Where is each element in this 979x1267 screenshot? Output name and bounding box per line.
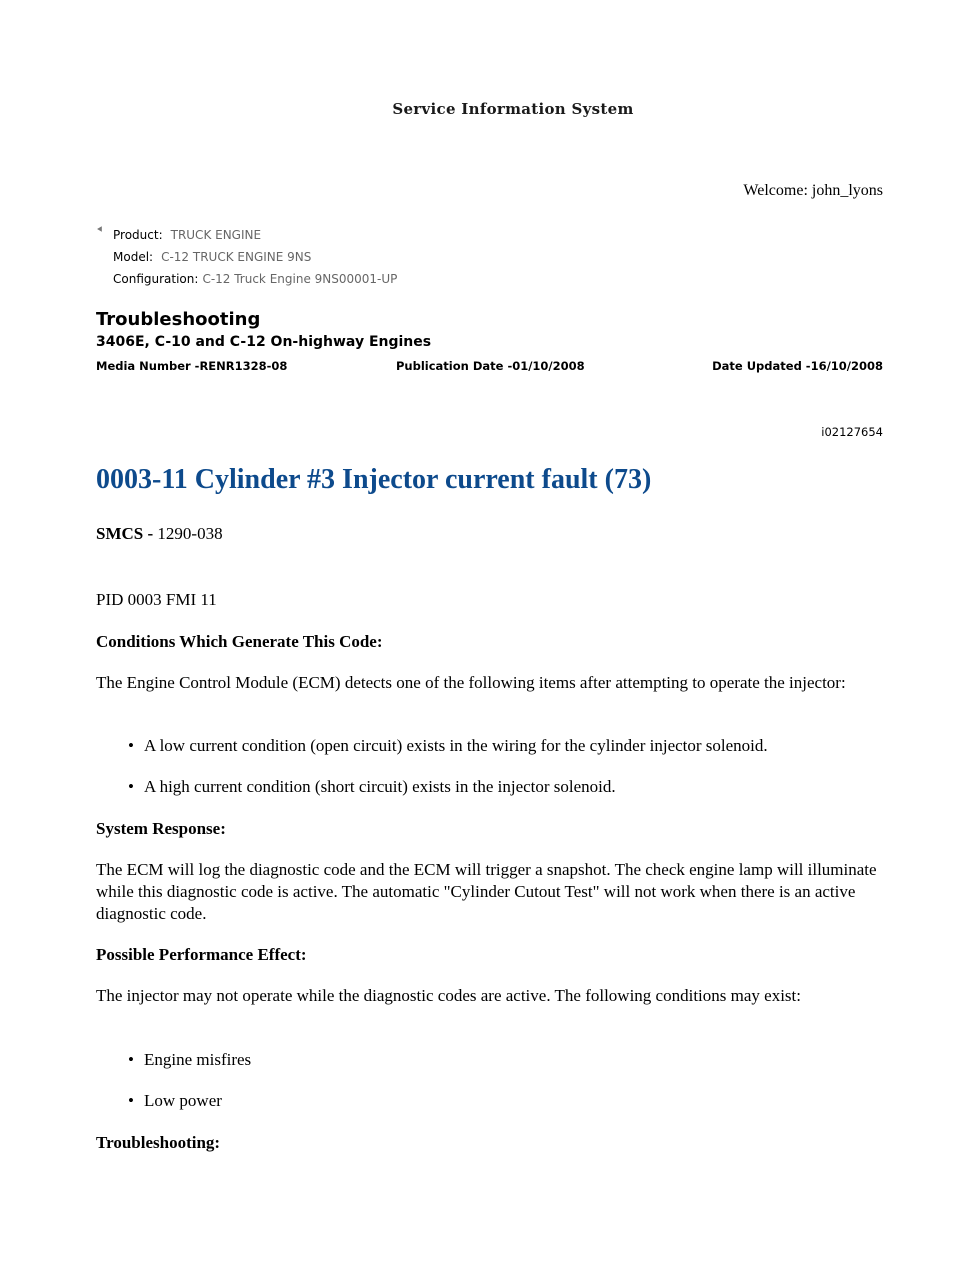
- performance-heading: Possible Performance Effect:: [96, 945, 307, 964]
- bullet-icon: •: [128, 736, 134, 755]
- model-value[interactable]: C-12 TRUCK ENGINE 9NS: [161, 250, 312, 264]
- conditions-text: The Engine Control Module (ECM) detects one of the following items after attempting to operate the injector:: [96, 673, 846, 692]
- system-response-heading: System Response:: [96, 819, 226, 838]
- conditions-heading: Conditions Which Generate This Code:: [96, 632, 383, 651]
- page-title: 0003-11 Cylinder #3 Injector current fault (73): [96, 464, 652, 495]
- list-item-text: A low current condition (open circuit) exists in the wiring for the cylinder injector solenoid.: [144, 736, 768, 755]
- configuration-label: Configuration:: [113, 272, 199, 286]
- date-updated: Date Updated -16/10/2008: [712, 359, 883, 373]
- breadcrumb-configuration[interactable]: [96, 268, 397, 290]
- welcome-text: Welcome: john_lyons: [743, 182, 883, 199]
- smcs-value: 1290-038: [157, 524, 223, 543]
- model-label: Model:: [113, 250, 154, 264]
- breadcrumb: [96, 224, 397, 290]
- back-arrow-icon[interactable]: ⯇: [96, 225, 104, 236]
- troubleshooting-heading: Troubleshooting:: [96, 1133, 221, 1152]
- breadcrumb-product[interactable]: [96, 224, 397, 246]
- breadcrumb-model[interactable]: [96, 246, 397, 268]
- list-item: [128, 1049, 888, 1071]
- publication-date: Publication Date -01/10/2008: [396, 359, 585, 373]
- media-number: Media Number -RENR1328-08: [96, 359, 288, 373]
- bullet-icon: •: [128, 777, 134, 796]
- document-id: i02127654: [821, 425, 883, 439]
- bullet-icon: •: [128, 1050, 134, 1069]
- list-item: [128, 776, 888, 798]
- configuration-value[interactable]: C-12 Truck Engine 9NS00001-UP: [202, 272, 398, 286]
- system-title: Service Information System: [392, 100, 634, 118]
- list-item-text: Engine misfires: [144, 1050, 252, 1069]
- product-value[interactable]: TRUCK ENGINE: [170, 228, 262, 242]
- pid-line: PID 0003 FMI 11: [96, 590, 217, 609]
- bullet-icon: •: [128, 1091, 134, 1110]
- list-item: [128, 1090, 888, 1112]
- manual-subheading: 3406E, C-10 and C-12 On-highway Engines: [96, 334, 432, 350]
- manual-heading: Troubleshooting: [96, 309, 261, 330]
- list-item: [128, 735, 888, 757]
- smcs-label: SMCS -: [96, 524, 154, 543]
- smcs-line: [96, 523, 886, 545]
- list-item-text: Low power: [144, 1091, 222, 1110]
- list-item-text: A high current condition (short circuit) exists in the injector solenoid.: [144, 777, 616, 796]
- product-label: Product:: [113, 228, 163, 242]
- performance-text: The injector may not operate while the diagnostic codes are active. The following conditions may exist:: [96, 986, 801, 1005]
- system-response-text: The ECM will log the diagnostic code and the ECM will trigger a snapshot. The check engine lamp will illuminate while this diagnostic code is active. The automatic "Cylinder Cutout Test" will not work when there is an active diagnostic code.: [96, 860, 877, 923]
